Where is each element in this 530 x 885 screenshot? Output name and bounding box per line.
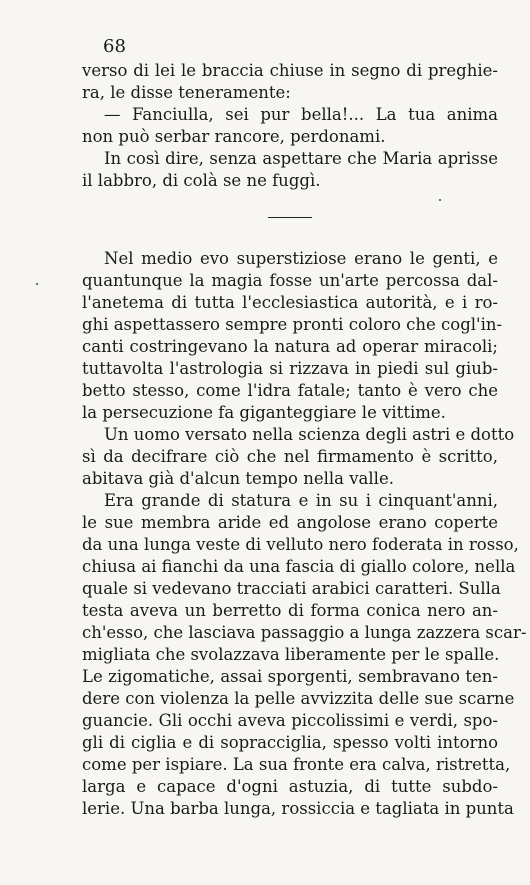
text-line: quantunque la magia fosse un'arte percossa dal-	[82, 271, 498, 290]
section-separator	[268, 217, 312, 218]
text-line: la persecuzione fa giganteggiare le vittime.	[82, 403, 446, 422]
text-line: lerie. Una barba lunga, rossiccia e tagliata in punta	[82, 799, 514, 818]
text-line: Le zigomatiche, assai sporgenti, sembravano ten-	[82, 667, 498, 686]
text-line: ch'esso, che lasciava passaggio a lunga zazzera scar-	[82, 623, 527, 642]
text-line: tuttavolta l'astrologia si rizzava in piedi sul giub-	[82, 359, 498, 378]
text-line: verso di lei le braccia chiuse in segno di preghie-	[82, 61, 498, 80]
text-line: testa aveva un berretto di forma conica nero an-	[82, 601, 498, 620]
text-line: ra, le disse teneramente:	[82, 83, 291, 102]
text-line: Un uomo versato nella scienza degli astri e dotto	[104, 425, 515, 444]
text-line: ghi aspettassero sempre pronti coloro che cogl'in-	[82, 315, 503, 334]
text-line: quale si vedevano tracciati arabici caratteri. Sulla	[82, 579, 501, 598]
text-line: canti costringevano la natura ad operar miracoli;	[82, 337, 498, 356]
text-line: il labbro, di colà se ne fuggì.	[82, 171, 321, 190]
text-line: chiusa ai fianchi da una fascia di giallo colore, nella	[82, 557, 516, 576]
text-line: Nel medio evo superstiziose erano le genti, e	[104, 249, 498, 268]
text-line: le sue membra aride ed angolose erano coperte	[82, 513, 498, 532]
text-line: non può serbar rancore, perdonami.	[82, 127, 386, 146]
text-line: sì da decifrare ciò che nel firmamento è scritto,	[82, 447, 498, 466]
text-line: abitava già d'alcun tempo nella valle.	[82, 469, 394, 488]
text-line: In così dire, senza aspettare che Maria aprisse	[104, 149, 498, 168]
print-speck	[36, 283, 38, 285]
page-number: 68	[103, 36, 126, 57]
text-line: dere con violenza la pelle avvizzita delle sue scarne	[82, 689, 515, 708]
text-line: l'anetema di tutta l'ecclesiastica autorità, e i ro-	[82, 293, 498, 312]
text-line: da una lunga veste di velluto nero foderata in rosso,	[82, 535, 519, 554]
text-line: larga e capace d'ogni astuzia, di tutte subdo-	[82, 777, 498, 796]
text-line: Era grande di statura e in su i cinquant'anni,	[104, 491, 498, 510]
text-line: gli di ciglia e di sopracciglia, spesso volti intorno	[82, 733, 498, 752]
text-line: migliata che svolazzava liberamente per le spalle.	[82, 645, 500, 664]
text-line: betto stesso, come l'idra fatale; tanto è vero che	[82, 381, 498, 400]
print-speck	[439, 199, 441, 201]
text-line: guancie. Gli occhi aveva piccolissimi e verdi, spo-	[82, 711, 498, 730]
text-line: come per ispiare. La sua fronte era calva, ristretta,	[82, 755, 511, 774]
text-line: — Fanciulla, sei pur bella!... La tua anima	[104, 105, 498, 124]
